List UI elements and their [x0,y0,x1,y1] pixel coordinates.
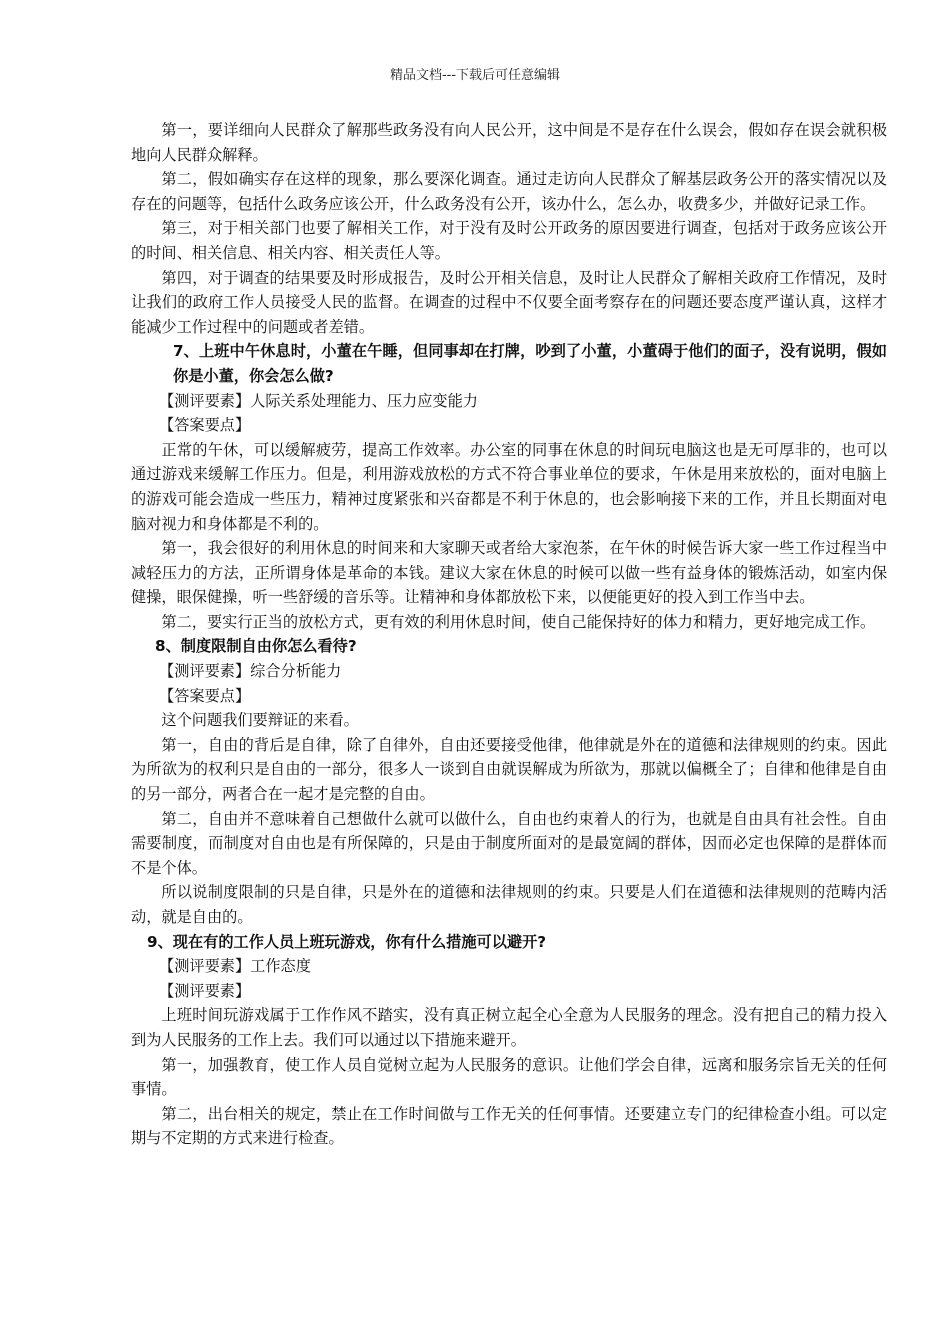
paragraph: 所以说制度限制的只是自律，只是外在的道德和法律规则的约束。只要是人们在道德和法律规则的范畴内活动，就是自由的。 [131,883,887,926]
question-heading: 7、上班中午休息时，小董在午睡，但同事却在打牌，吵到了小董，小董碍于他们的面子，没有说明，假如你是小董，你会怎么做? [173,342,887,385]
paragraph: 第四，对于调查的结果要及时形成报告，及时公开相关信息，及时让人民群众了解相关政府工作情况，及时让我们的政府工作人员接受人民的监督。在调查的过程中不仅要全面考察存在的问题还要态度严谨认真，这样才能减少工作过程中的问题或者差错。 [131,268,887,336]
question-heading: 8、制度限制自由你怎么看待? [155,637,357,656]
page-header: 精品文档---下载后可任意编辑 [389,68,561,83]
paragraph: 第二，出台相关的规定，禁止在工作时间做与工作无关的任何事情。还要建立专门的纪律检查小组。可以定期与不定期的方式来进行检查。 [131,1104,887,1148]
evaluation-factor: 【测评要素】工作态度 [159,957,311,976]
evaluation-factor: 【测评要素】 [159,981,251,1000]
answer-points-label: 【答案要点】 [159,416,251,435]
paragraph: 上班时间玩游戏属于工作作风不踏实，没有真正树立起全心全意为人民服务的理念。没有把自己的精力投入到为人民服务的工作上去。我们可以通过以下措施来避开。 [131,1006,887,1049]
document-body [131,118,887,1151]
evaluation-factor: 【测评要素】综合分析能力 [159,662,342,681]
paragraph: 第一，要详细向人民群众了解那些政务没有向人民公开，这中间是不是存在什么误会，假如存在误会就积极地向人民群众解释。 [131,121,887,164]
paragraph: 正常的午休，可以缓解疲劳，提高工作效率。办公室的同事在休息的时间玩电脑这也是无可厚非的，也可以通过游戏来缓解工作压力。但是，利用游戏放松的方式不符合事业单位的要求，午休是用来放松的，面对电脑上的游戏可能会造成一些压力，精神过度紧张和兴奋都是不利于休息的，也会影响接下来的工作，并且长期面对电脑对视力和身体都是不利的。 [131,440,887,533]
question-heading: 9、现在有的工作人员上班玩游戏，你有什么措施可以避开? [147,932,547,951]
paragraph: 第一，我会很好的利用休息的时间来和大家聊天或者给大家泡茶，在午休的时候告诉大家一些工作过程当中减轻压力的方法，正所谓身体是革命的本钱。建议大家在休息的时候可以做一些有益身体的锻炼活动，如室内保健操，眼保健操，听一些舒缓的音乐等。让精神和身体都放松下来，以便能更好的投入到工作当中去。 [131,539,887,607]
paragraph: 第一，自由的背后是自律，除了自律外，自由还要接受他律，他律就是外在的道德和法律规则的约束。因此为所欲为的权利只是自由的一部分，很多人一谈到自由就误解成为所欲为，那就以偏概全了；自律和他律是自由的另一部分，两者合在一起才是完整的自由。 [131,735,887,804]
paragraph: 第一，加强教育，使工作人员自觉树立起为人民服务的意识。让他们学会自律，远离和服务宗旨无关的任何事情。 [131,1055,887,1099]
evaluation-factor: 【测评要素】人际关系处理能力、压力应变能力 [159,391,478,410]
paragraph: 第三，对于相关部门也要了解相关工作，对于没有及时公开政务的原因要进行调查，包括对于政务应该公开的时间、相关信息、相关内容、相关责任人等。 [131,219,887,262]
paragraph: 第二，自由并不意味着自己想做什么就可以做什么，自由也约束着人的行为，也就是自由具有社会性。自由需要制度，而制度对自由也是有所保障的，只是由于制度所面对的是最宽阔的群体，因而必定也保障的是群体而不是个体。 [131,809,887,877]
answer-points-label: 【答案要点】 [159,686,251,705]
paragraph: 这个问题我们要辩证的来看。 [161,711,359,730]
paragraph: 第二，假如确实存在这样的现象，那么要深化调查。通过走访向人民群众了解基层政务公开的落实情况以及存在的问题等，包括什么政务应该公开，什么政务没有公开，该办什么，怎么办，收费多少，并做好记录工作。 [131,170,887,213]
paragraph: 第二，要实行正当的放松方式，更有效的利用休息时间，使自己能保持好的体力和精力，更好地完成工作。 [161,612,876,631]
